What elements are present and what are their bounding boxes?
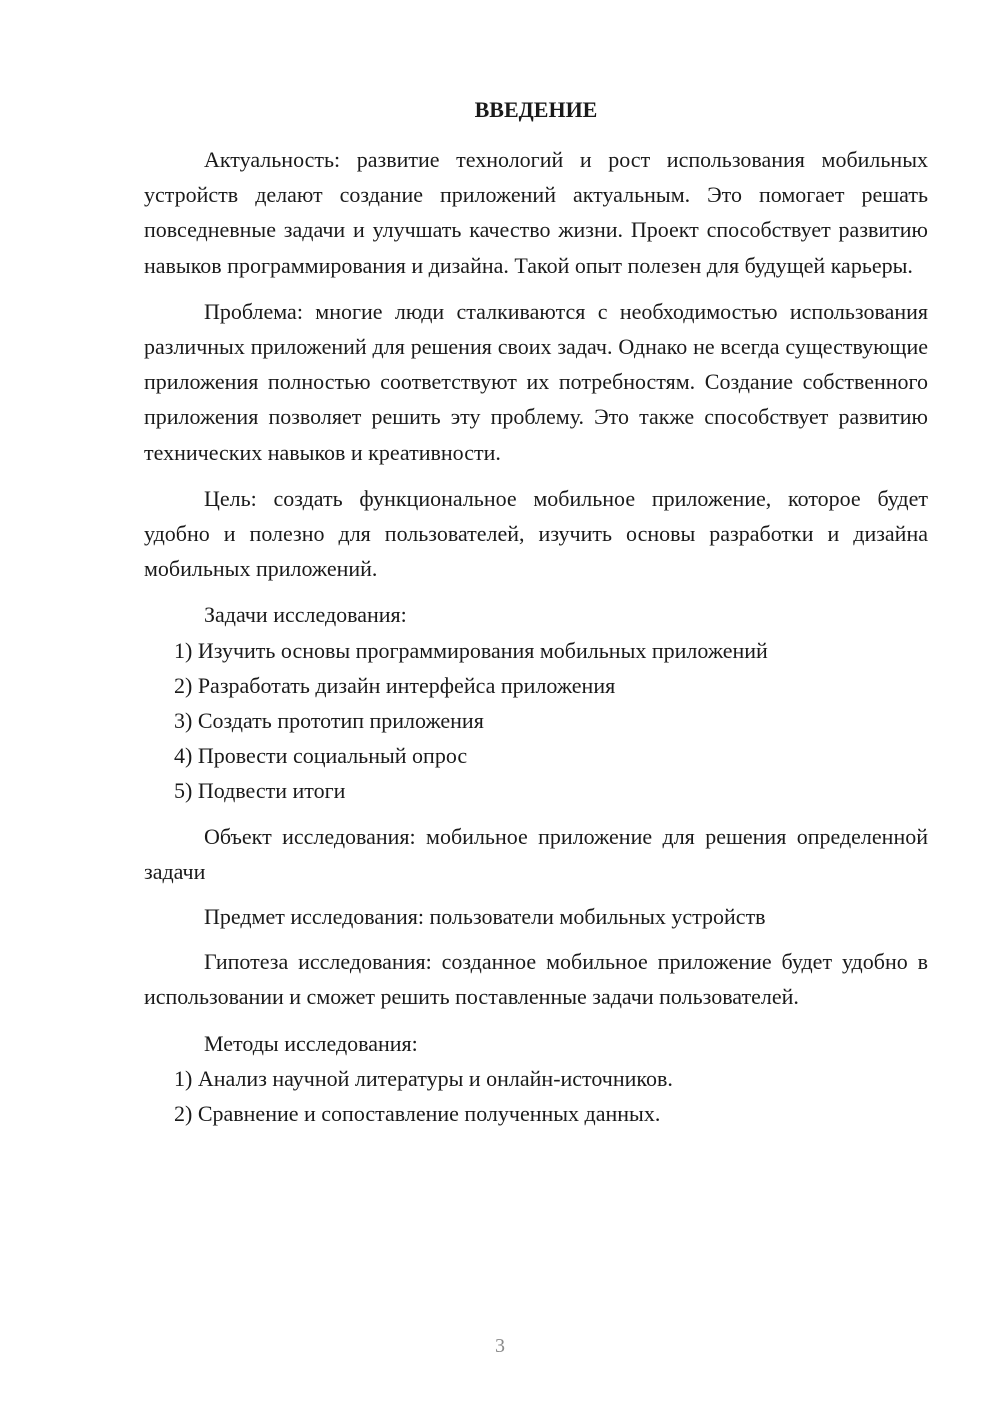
tasks-heading: Задачи исследования: xyxy=(204,602,407,628)
page-content xyxy=(144,94,928,1131)
task-item: 2) Разработать дизайн интерфейса приложения xyxy=(174,672,616,698)
task-item: 4) Провести социальный опрос xyxy=(174,743,468,769)
hypothesis-paragraph: Гипотеза исследования: созданное мобильное приложение будет удобно в использовании и сможет решить поставленные задачи пользователей. xyxy=(144,949,928,1010)
page-title: ВВЕДЕНИЕ xyxy=(474,97,598,122)
method-item: 1) Анализ научной литературы и онлайн-источников. xyxy=(174,1065,673,1091)
task-item: 1) Изучить основы программирования мобильных приложений xyxy=(174,637,768,663)
relevance-paragraph: Актуальность: развитие технологий и рост использования мобильных устройств делают создание приложений актуальным. Это помогает решать повседневные задачи и улучшать качество жизни. Проект способствует развитию навыков программирования и дизайна. Такой опыт полезен для будущей карьеры. xyxy=(144,147,928,278)
problem-paragraph: Проблема: многие люди сталкиваются с необходимостью использования различных приложений для решения своих задач. Однако не всегда существующие приложения полностью соответствуют их потребностям. Создание собственного приложения позволяет решить эту проблему. Это также способствует развитию технических навыков и креативности. xyxy=(144,298,928,465)
subject-paragraph: Предмет исследования: пользователи мобильных устройств xyxy=(204,904,766,930)
goal-paragraph: Цель: создать функциональное мобильное приложение, которое будет удобно и полезно для пользователей, изучить основы разработки и дизайна мобильных приложений. xyxy=(144,485,928,582)
task-item: 3) Создать прототип приложения xyxy=(174,708,484,734)
task-item: 5) Подвести итоги xyxy=(174,778,346,804)
methods-heading: Методы исследования: xyxy=(204,1030,418,1056)
page-number: 3 xyxy=(495,1335,505,1357)
method-item: 2) Сравнение и сопоставление полученных данных. xyxy=(174,1101,661,1127)
object-paragraph: Объект исследования: мобильное приложение для решения определенной задачи xyxy=(144,823,928,884)
